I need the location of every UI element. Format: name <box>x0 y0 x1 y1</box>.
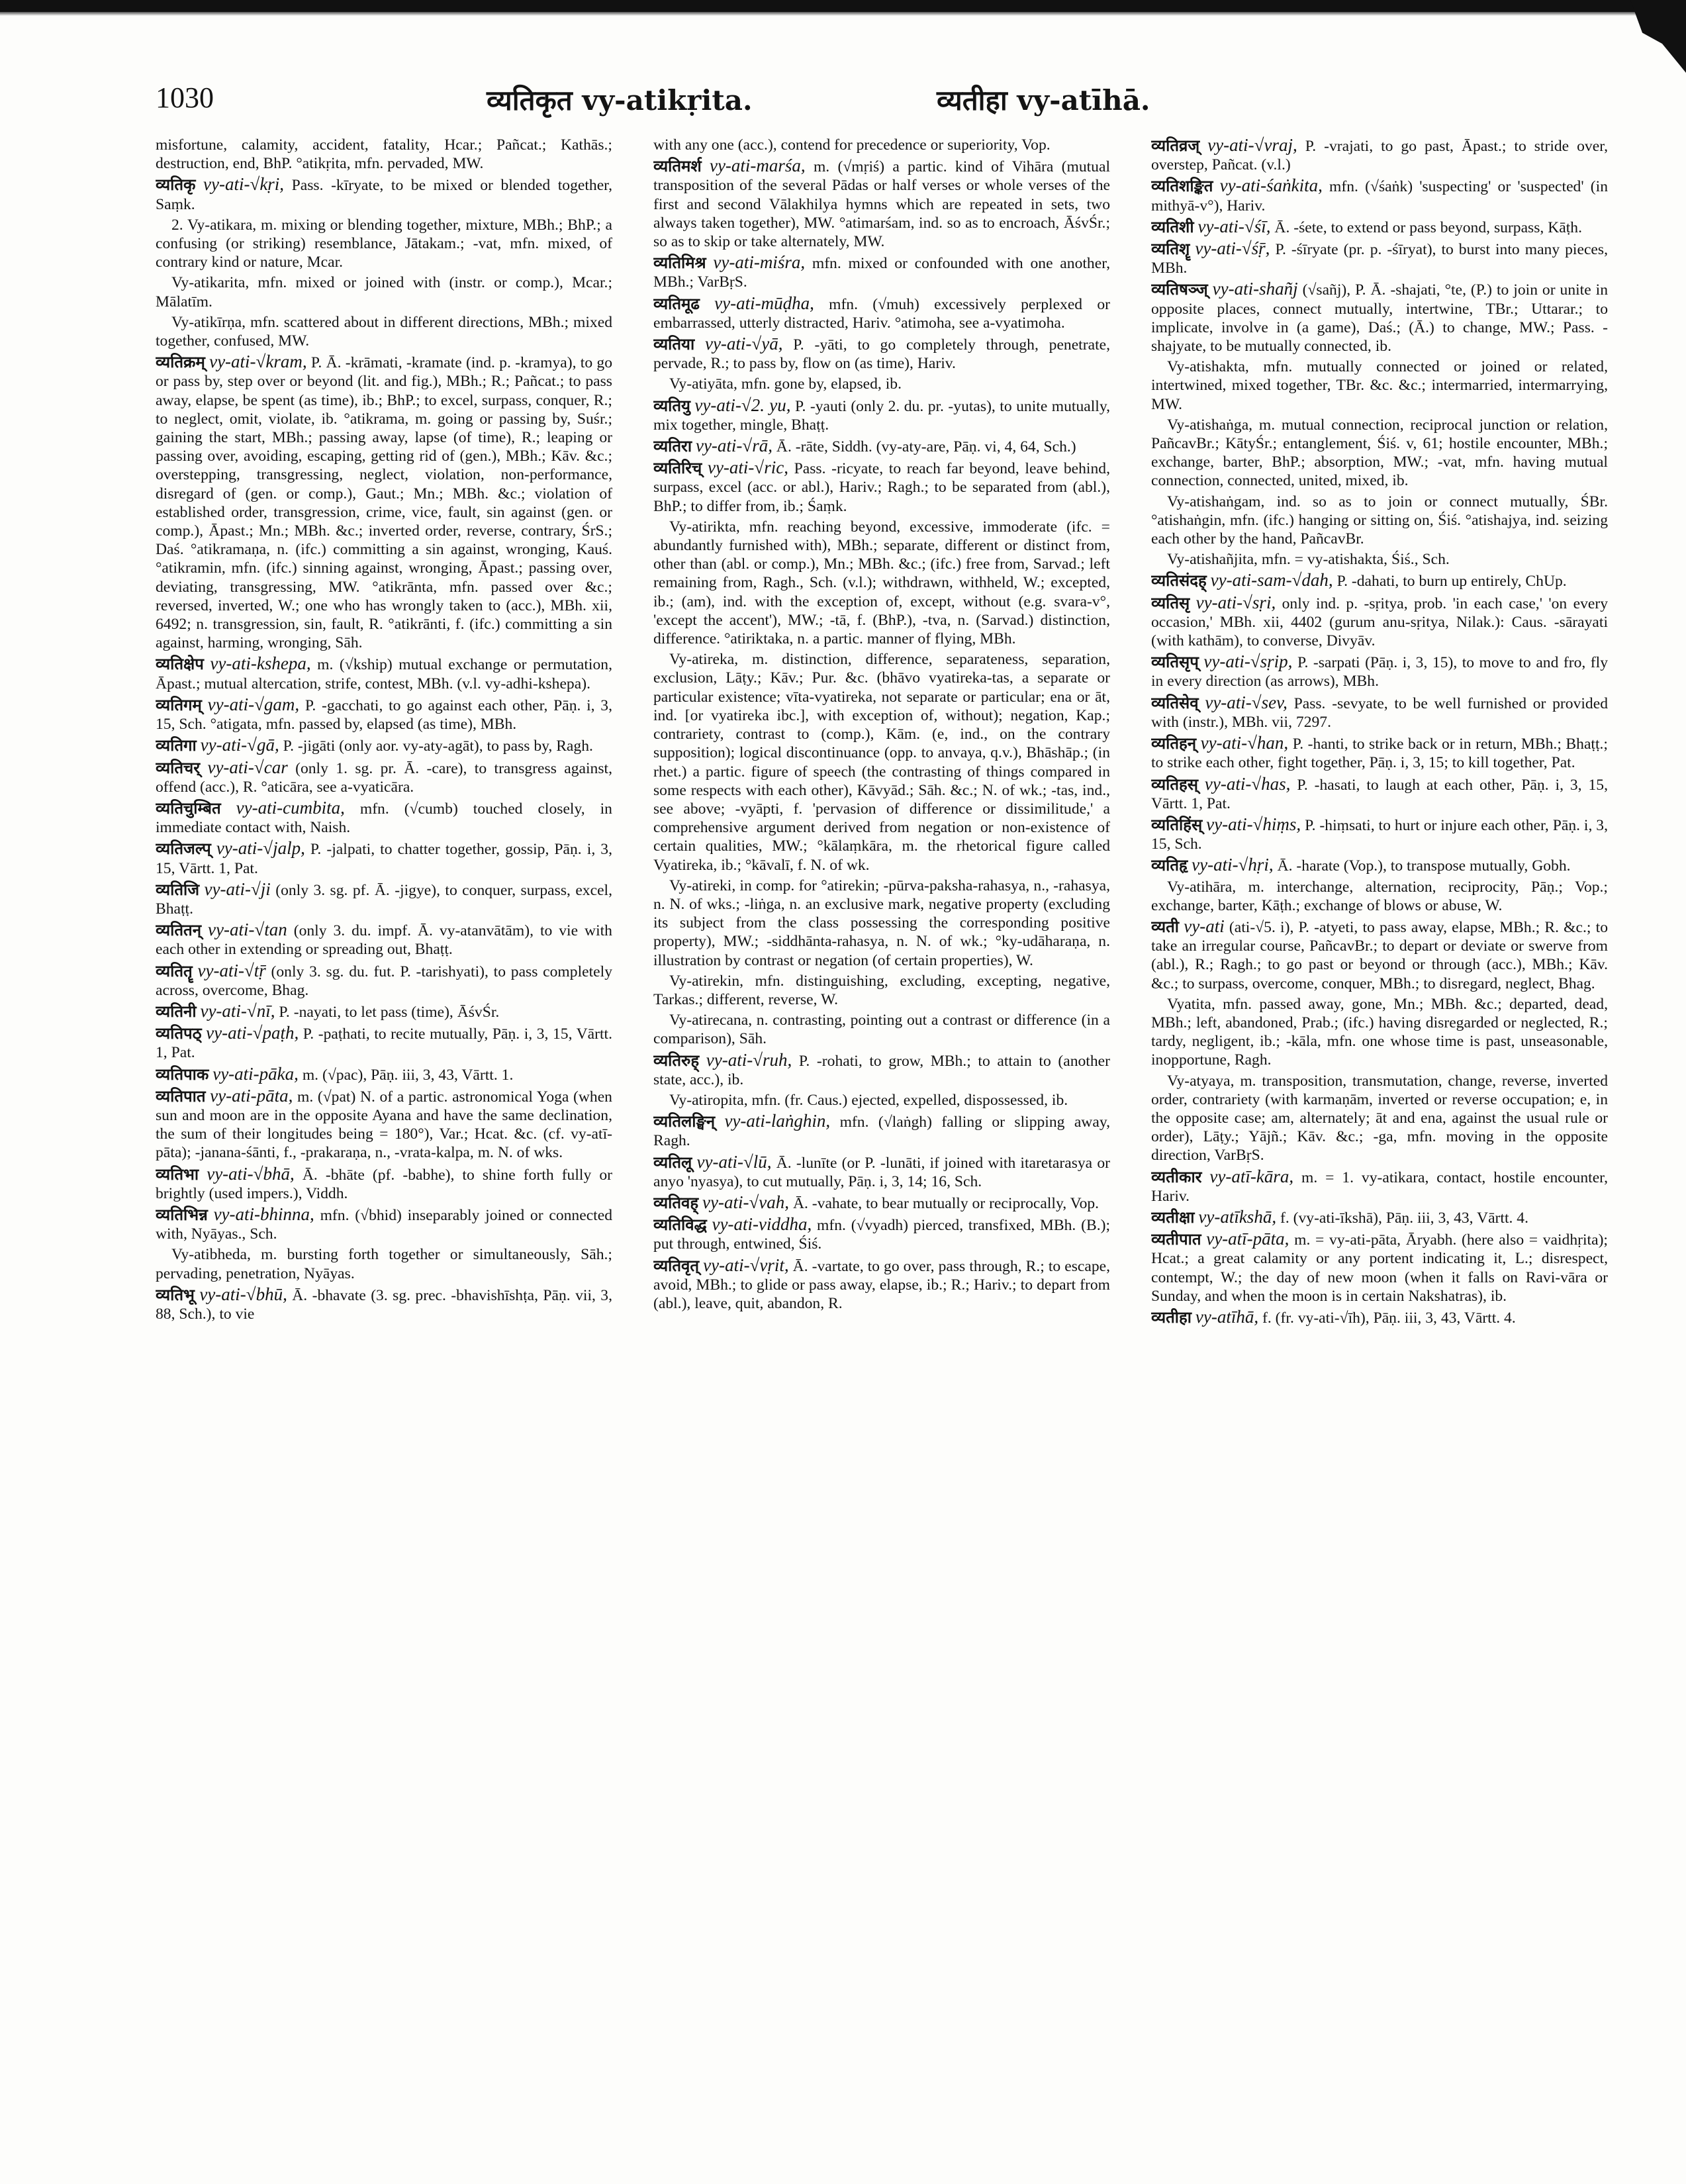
headword-devanagari: व्यतिलङ्घिन् <box>653 1112 716 1131</box>
headword-devanagari: व्यतिशी <box>1151 217 1194 236</box>
entry-definition: Pass. -kīryate, to be mixed or blended together, Saṃk. <box>156 177 612 213</box>
headword-transliteration: vy-ati-√han, <box>1200 733 1289 753</box>
dictionary-entry <box>1151 1307 1608 1327</box>
headword-devanagari: व्यतिगम् <box>156 695 202 714</box>
dictionary-entry <box>156 175 612 213</box>
headword-devanagari: व्यतिमिश्र <box>653 254 706 273</box>
dictionary-entry <box>156 1245 612 1282</box>
dictionary-entry <box>156 1164 612 1203</box>
headword-devanagari: व्यतिया <box>653 335 695 354</box>
dictionary-entry <box>1151 1229 1608 1306</box>
dictionary-entry <box>653 1112 1110 1150</box>
headword-devanagari: व्यतिजल्प् <box>156 839 211 859</box>
dictionary-entry <box>653 253 1110 291</box>
entry-definition: mfn. (√muh) excessively perplexed or embarrassed, utterly distracted, Hariv. °atimoha, see a-vyatimoha. <box>653 295 1110 332</box>
dictionary-entry <box>156 758 612 796</box>
left-guide-word: व्यतिकृत vy-atikṛita. <box>487 84 753 117</box>
dictionary-entry <box>1151 878 1608 915</box>
dictionary-entry <box>653 334 1110 373</box>
headword-transliteration: vy-ati-√śṝ, <box>1195 238 1270 259</box>
entry-definition: Ā. -lunīte (or P. -lunāti, if joined with itaretarasya or anyo 'nyasya), to cut mutually, Pāṇ. i, 3, 14; 16, Sch. <box>653 1154 1110 1190</box>
headword-devanagari: व्यतिमूढ <box>653 294 700 313</box>
dictionary-entry <box>653 972 1110 1009</box>
dictionary-entry <box>653 1193 1110 1213</box>
dictionary-entry <box>156 1002 612 1021</box>
column-2 <box>653 136 1110 2161</box>
entry-definition: P. Ā. -krāmati, -kramate (ind. p. -kramya), to go or pass by, step over or beyond (lit. and fig.), MBh.; R.; Pañcat.; to pass away, elapse, be spent (as time), ib.; BhP.; to excel, surpass, conquer, R.; to neglect, omit, violate, ib. °atikrama, m. going or passing by, Suśr.; gaining the start, MBh.; passing away, lapse (of time), R.; leaping or passing over, avoiding, escaping, getting rid of (gen.), MBh.; Kāv. &c.; overstepping, transgressing, neglect, violation, non-performance, disregard of (gen. or comp.), Gaut.; Mn.; MBh. &c.; violation of established order, transgression, crime, vice, fault, sin against (gen. or comp.), Āpast.; Mn.; MBh. &c.; inverted order, reverse, contrary, ŚrS.; Daś. °atikramaṇa, n. (ifc.) committing a sin against, wronging, Kauś. °atikramin, mfn. (ifc.) sinning against, wronging, Āpast.; passing over, deviating, transgressing, MW. °atikrānta, mfn. passed over &c.; reversed, inverted, W.; one who has wrongly taken to (acc.), MBh. xii, 6492; n. transgression, sin, fault, R. °atikrānti, f. (ifc.) committing a sin against, harming, wronging, Sāh. <box>156 354 612 652</box>
entry-definition: P. -nayati, to let pass (time), ĀśvŚr. <box>279 1003 500 1021</box>
entry-definition: P. -paṭhati, to recite mutually, Pāṇ. i, 3, 15, Vārtt. 1, Pat. <box>156 1025 612 1062</box>
dictionary-entry <box>653 375 1110 393</box>
headword-devanagari: व्यतिजि <box>156 880 200 899</box>
dictionary-entry <box>156 313 612 350</box>
dictionary-entry <box>653 1256 1110 1313</box>
dictionary-entry <box>156 136 612 173</box>
headword-devanagari: व्यतिरा <box>653 437 692 456</box>
dictionary-entry <box>1151 775 1608 813</box>
entry-definition: f. (fr. vy-ati-√īh), Pāṇ. iii, 3, 43, Vārtt. 4. <box>1262 1309 1516 1327</box>
entry-definition: P. -sarpati (Pāṇ. i, 3, 15), to move to and fro, fly in every direction (as arrows), MBh. <box>1151 654 1608 690</box>
headword-transliteration: vy-ati-√ruh, <box>706 1049 792 1070</box>
dictionary-entry <box>1151 239 1608 277</box>
entry-definition: Vy-atiyāta, mfn. gone by, elapsed, ib. <box>669 375 902 393</box>
dictionary-entry <box>1151 279 1608 356</box>
entry-definition: Vy-atishaṅgam, ind. so as to join or connect mutually, ŚBr. °atishaṅgin, mfn. (ifc.) hanging or sitting on, Śiś. °atishajya, ind. seizing each other by the hand, PañcavBr. <box>1151 493 1608 548</box>
headword-devanagari: व्यतिगा <box>156 736 197 755</box>
entry-definition: Ā. -vahate, to bear mutually or reciprocally, Vop. <box>792 1194 1100 1212</box>
entry-definition: mfn. (√laṅgh) falling or slipping away, Ragh. <box>653 1114 1110 1150</box>
entry-definition: misfortune, calamity, accident, fatality, Hcar.; Pañcat.; Kathās.; destruction, end, BhP. °atikṛita, mfn. pervaded, MW. <box>156 136 612 173</box>
entry-definition: P. -dahati, to burn up entirely, ChUp. <box>1336 573 1567 591</box>
headword-devanagari: व्यतिकृ <box>156 175 196 195</box>
dictionary-entry <box>1151 550 1608 569</box>
entry-definition: Vy-atireka, m. distinction, difference, separateness, separation, exclusion, Lāṭy.; Kāv.; Pur. &c. (bhāvo vyatireka-tas, a separate or particular existence; vīta-vyatireka, not separate or particular; ena or āt, ind. [or vyatireka ibc.], with exception of, without); negation, Kap.; contrariety, contrast to (comp.), Kām. (e, ind., on the contrary supposition); logical discontinuance (opp. to anvaya, q.v.), Bhāshāp.; (in rhet.) a partic. figure of speech (the contrasting of things compared in some respects with each other), Kāvyād.; Sāh. &c.; N. of wk.; -tas, ind., see above; -vyāpti, f. 'pervasion of difference or dissimilitude,' a comprehensive argument derived from negation or non-existence of certain qualities, MW.; °kālaṃkāra, m. the rhetorical figure called Vyatireka, ib.; °kāvalī, f. N. of wk. <box>653 651 1110 874</box>
entry-definition: m. (√mṛiś) a partic. kind of Vihāra (mutual transposition of the several Pādas or half verses or whole verses of the first and second Vālakhilya hymns which are repeated in sets, two always taken together), MW. °atimarśam, ind. so as to encroach, ĀśvŚr.; so as to skip or take alternately, MW. <box>653 158 1110 251</box>
dictionary-entry <box>156 216 612 272</box>
entry-definition: Vy-atiropita, mfn. (fr. Caus.) ejected, expelled, dispossessed, ib. <box>669 1091 1068 1109</box>
entry-definition: P. -jigāti (only aor. vy-aty-agāt), to pass by, Ragh. <box>283 737 593 755</box>
entry-definition: (√sañj), P. Ā. -shajati, °te, (P.) to join or unite in opposite places, connect mutually, intertwine, TBr.; Uttarar.; to implicate, involve in (a game), Daś.; (Ā.) to change, MW.; Pass. -shajyate, to be mutually connected, ib. <box>1151 281 1608 356</box>
dictionary-entry <box>156 1023 612 1062</box>
dictionary-entry <box>653 650 1110 874</box>
headword-transliteration: vy-ati-√car <box>207 757 288 777</box>
dictionary-entry <box>653 1153 1110 1191</box>
entry-definition: mfn. mixed or confounded with one another, MBh.; VarBṛS. <box>653 255 1110 291</box>
headword-transliteration: vy-ati-√gam, <box>207 694 300 714</box>
headword-devanagari: व्यतिपात <box>156 1086 206 1106</box>
entry-definition: m. (√pac), Pāṇ. iii, 3, 43, Vārtt. 1. <box>302 1066 514 1084</box>
entry-definition: P. -rohati, to grow, MBh.; to attain to (another state, acc.), ib. <box>653 1052 1110 1088</box>
dictionary-entry <box>156 920 612 959</box>
entry-definition: P. -yāti, to go completely through, penetrate, pervade, R.; to pass by, flow on (as time), Hariv. <box>653 336 1110 373</box>
entry-definition: Pass. -sevyate, to be well furnished or provided with (instr.), MBh. vii, 7297. <box>1151 694 1608 731</box>
dictionary-entry <box>1151 995 1608 1070</box>
column-1 <box>156 136 612 2161</box>
entry-definition: Vy-atishañjita, mfn. = vy-atishakta, Śiś., Sch. <box>1167 551 1450 569</box>
headword-transliteration: vy-ati <box>1184 916 1225 936</box>
entry-definition: Ā. -bhavate (3. sg. prec. -bhavishīshṭa, Pāṇ. vii, 3, 88, Sch.), to vie <box>156 1286 612 1323</box>
headword-devanagari: व्यतिहस् <box>1151 775 1198 794</box>
headword-devanagari: व्यतिसेव् <box>1151 693 1199 712</box>
entry-definition: Ā. -vartate, to go over, pass through, R.; to escape, avoid, MBh.; to glide or pass away, elapse, ib.; R.; Hariv.; to depart from (abl.), leave, quit, abandon, R. <box>653 1257 1110 1312</box>
headword-devanagari: व्यतिमर्श <box>653 157 702 176</box>
dictionary-entry <box>653 518 1110 648</box>
headword-transliteration: vy-ati-bhinna, <box>213 1204 314 1224</box>
headword-transliteration: vy-ati-√sṛi, <box>1195 592 1276 612</box>
headword-transliteration: vy-ati-√sev, <box>1205 692 1288 712</box>
headword-devanagari: व्यतिसंदह् <box>1151 571 1207 591</box>
headword-devanagari: व्यतिसृ <box>1151 593 1190 612</box>
entry-definition: P. -gacchati, to go against each other, Pāṇ. i, 3, 15, Sch. °atigata, mfn. passed by, elapsed (as time), MBh. <box>156 696 612 734</box>
dictionary-entry <box>653 1215 1110 1253</box>
dictionary-entry <box>156 273 612 310</box>
dictionary-entry <box>156 1285 612 1323</box>
headword-transliteration: vy-ati-√rā, <box>695 436 773 456</box>
entry-definition: P. -śīryate (pr. p. -śīryat), to burst into many pieces, MBh. <box>1151 241 1608 277</box>
headword-transliteration: vy-ati-√hṛi, <box>1192 855 1274 875</box>
headword-transliteration: vy-ati-√ji <box>204 878 271 899</box>
entry-definition: Vy-atikīrṇa, mfn. scattered about in different directions, MBh.; mixed together, confused, MW. <box>156 313 612 350</box>
headword-devanagari: व्यतिलू <box>653 1153 692 1172</box>
headword-transliteration: vy-ati-√ric, <box>707 457 788 478</box>
headword-transliteration: vy-ati-√tṝ <box>197 960 266 980</box>
headword-devanagari: व्यतिहृ <box>1151 856 1188 875</box>
entry-definition: P. -vrajati, to go past, Āpast.; to stride over, overstep, Pañcat. (v.l.) <box>1151 138 1608 174</box>
entry-definition: 2. Vy-atikara, m. mixing or blending together, mixture, MBh.; BhP.; a confusing (or striking) resemblance, Jātakam.; -vat, mfn. mixed, of contrary kind or nature, Mcar. <box>156 216 612 271</box>
entry-definition: only ind. p. -sṛitya, prob. 'in each case,' 'on every occasion,' MBh. xii, 4402 (gurum anu-sṛitya, Nilak.): Caus. -sārayati (with kathām), to converse, Divyāv. <box>1151 594 1608 650</box>
dictionary-entry <box>653 156 1110 251</box>
headword-devanagari: व्यतिभा <box>156 1164 199 1184</box>
entry-definition: Pass. -ricyate, to reach far beyond, leave behind, surpass, excel (acc. or abl.), Hariv.; Ragh.; to be separated from (abl.), BhP.; to differ from, ib.; Śaṃk. <box>653 460 1110 515</box>
page-header <box>156 81 1618 127</box>
headword-devanagari: व्यतिहन् <box>1151 734 1197 753</box>
headword-devanagari: व्यतिभू <box>156 1285 195 1304</box>
headword-transliteration: vy-ati-mūḍha, <box>714 293 814 313</box>
dictionary-entry <box>156 1205 612 1243</box>
headword-devanagari: व्यतितन् <box>156 921 202 940</box>
headword-transliteration: vy-ati-√vah, <box>702 1192 790 1212</box>
headword-devanagari: व्यतितॄ <box>156 961 193 980</box>
headword-transliteration: vy-ati-√gā, <box>200 735 279 755</box>
headword-devanagari: व्यतिचुम्बित <box>156 798 221 818</box>
dictionary-entry <box>653 136 1110 154</box>
entry-definition: P. -hiṃsati, to hurt or injure each other, Pāṇ. i, 3, 15, Sch. <box>1151 816 1608 853</box>
dictionary-entry <box>1151 136 1608 174</box>
entry-definition: Vy-atirekin, mfn. distinguishing, excluding, excepting, negative, Tarkas.; different, reverse, W. <box>653 972 1110 1008</box>
dictionary-entry <box>1151 652 1608 690</box>
dictionary-entry <box>1151 855 1608 875</box>
entry-definition: Vy-atireki, in comp. for °atirekin; -pūrva-paksha-rahasya, n., -rahasya, n. N. of wks.; -liṅga, n. an exclusive mark, negative property (excluding its subject from the class possessing the corresponding positive property), MW.; -siddhānta-rahasya, n. N. of wk.; °ky-udāharaṇa, n. illustration by contrast or negation (of certain properties), W. <box>653 877 1110 969</box>
dictionary-entry <box>1151 176 1608 214</box>
headword-transliteration: vy-ati-√bhū, <box>199 1284 287 1304</box>
right-guide-word: व्यतीहा vy-atīhā. <box>937 84 1150 117</box>
headword-devanagari: व्यतिविद्ध <box>653 1215 707 1235</box>
headword-transliteration: vy-ati-√hiṃs, <box>1206 814 1301 834</box>
entry-definition: m. = 1. vy-atikara, contact, hostile encounter, Hariv. <box>1151 1168 1608 1205</box>
dictionary-entry <box>156 798 612 837</box>
dictionary-entry <box>156 880 612 918</box>
dictionary-entry <box>1151 693 1608 732</box>
dictionary-entry <box>653 877 1110 970</box>
dictionary-entry <box>156 695 612 734</box>
headword-devanagari: व्यतिपठ् <box>156 1024 202 1043</box>
headword-devanagari: व्यतिनी <box>156 1002 197 1021</box>
entry-definition: Ā. -śete, to extend or pass beyond, surpass, Kāṭh. <box>1274 218 1582 236</box>
scan-top-edge <box>0 0 1686 12</box>
headword-devanagari: व्यतिरिच् <box>653 459 702 478</box>
dictionary-entry <box>156 736 612 755</box>
headword-transliteration: vy-ati-√lū, <box>696 1151 772 1172</box>
entry-definition: m. = vy-ati-pāta, Āryabh. (here also = vaidhṛita); Hcat.; a great calamity or any portent indicating it, L.; disrespect, contempt, W.; the day of new moon (when it falls on Ravi-vāra or Sunday, and when the moon is in certain Nakshatras), ib. <box>1151 1231 1608 1305</box>
headword-devanagari: व्यतिवह् <box>653 1193 699 1212</box>
headword-devanagari: व्यतीक्षा <box>1151 1208 1195 1227</box>
entry-definition: (only 3. sg. du. fut. P. -tarishyati), to pass completely across, overcome, Bhag. <box>156 963 612 999</box>
dictionary-entry <box>156 654 612 692</box>
dictionary-entry <box>1151 357 1608 414</box>
headword-transliteration: vy-ati-shañj <box>1212 279 1298 299</box>
dictionary-entry <box>653 1011 1110 1048</box>
entry-definition: Vy-atyaya, m. transposition, transmutation, change, reverse, inverted order, contrariety (with karmaṇām, inverted or reverse occupation; e, in the opposite case; am, alternately; āt and ena, against the usual rule or order), Lāṭy.; Yājñ.; Kāv. &c.; -ga, mfn. moving in the opposite direction, VarBṛS. <box>1151 1072 1608 1164</box>
headword-transliteration: vy-ati-√vraj, <box>1207 136 1297 155</box>
headword-transliteration: vy-atī-kāra, <box>1209 1166 1294 1186</box>
headword-devanagari: व्यतिभिन्न <box>156 1205 208 1224</box>
dictionary-entry <box>1151 1072 1608 1165</box>
dictionary-entry <box>1151 571 1608 591</box>
headword-transliteration: vy-ati-√2. yu, <box>694 395 791 415</box>
headword-devanagari: व्यतिचर् <box>156 758 201 777</box>
headword-transliteration: vy-ati-√kram, <box>209 352 307 372</box>
headword-devanagari: व्यतिक्षेप <box>156 655 204 674</box>
entry-definition: f. (vy-ati-īkshā), Pāṇ. iii, 3, 43, Vārtt. 4. <box>1280 1209 1529 1227</box>
headword-transliteration: vy-ati-pāta, <box>210 1085 293 1106</box>
scan-top-shadow <box>0 12 1686 16</box>
headword-devanagari: व्यतिसृप् <box>1151 653 1199 672</box>
headword-devanagari: व्यतीकार <box>1151 1167 1202 1186</box>
headword-transliteration: vy-ati-viddha, <box>712 1214 812 1235</box>
dictionary-entry <box>1151 493 1608 549</box>
dictionary-entry <box>1151 416 1608 491</box>
headword-devanagari: व्यतिशॄ <box>1151 240 1190 259</box>
entry-definition: Vy-atirecana, n. contrasting, pointing out a contrast or difference (in a comparison), Sāh. <box>653 1012 1110 1048</box>
dictionary-entry <box>1151 1167 1608 1206</box>
dictionary-entry <box>156 1065 612 1084</box>
dictionary-entry <box>1151 593 1608 651</box>
headword-transliteration: vy-ati-miśra, <box>713 252 806 273</box>
column-3 <box>1151 136 1608 2161</box>
headword-devanagari: व्यतीहा <box>1151 1307 1192 1327</box>
headword-devanagari: व्यतिषञ्ज् <box>1151 280 1208 299</box>
headword-transliteration: vy-ati-√paṭh, <box>206 1023 299 1043</box>
headword-devanagari: व्यतिव्रज् <box>1151 136 1200 155</box>
headword-transliteration: vy-ati-√vṛit, <box>703 1255 789 1275</box>
entry-definition: mfn. (√śaṅk) 'suspecting' or 'suspected' (in mithyā-v°), Hariv. <box>1151 178 1608 214</box>
dictionary-entry <box>1151 917 1608 993</box>
entry-definition: mfn. (√vyadh) pierced, transfixed, MBh. (B.); put through, entwined, Śiś. <box>653 1217 1110 1253</box>
headword-transliteration: vy-ati-sam-√dah, <box>1210 570 1333 591</box>
dictionary-entry <box>653 294 1110 332</box>
dictionary-entry <box>653 1051 1110 1089</box>
headword-transliteration: vy-ati-√yā, <box>704 334 783 354</box>
dictionary-columns <box>156 136 1618 2161</box>
entry-definition: with any one (acc.), contend for precedence or superiority, Vop. <box>653 136 1051 154</box>
headword-transliteration: vy-ati-√sṛip, <box>1203 651 1293 672</box>
headword-transliteration: vy-ati-marśa, <box>709 156 806 176</box>
headword-transliteration: vy-ati-√nī, <box>200 1000 275 1021</box>
headword-transliteration: vy-atīkshā, <box>1198 1206 1277 1227</box>
headword-transliteration: vy-ati-√śī, <box>1197 216 1271 236</box>
entry-definition: P. -hanti, to strike back or in return, MBh.; Bhaṭṭ.; to strike each other, fight together, Pāṇ. i, 3, 15; to kill together, Pat. <box>1151 736 1608 772</box>
entry-definition: Vy-atihāra, m. interchange, alternation, reciprocity, Pāṇ.; Vop.; exchange, barter, Kāṭh.; exchange of blows or abuse, W. <box>1151 878 1608 914</box>
entry-definition: (only 1. sg. pr. Ā. -care), to transgress against, offend (acc.), R. °aticāra, see a-vyaticāra. <box>156 759 612 796</box>
dictionary-entry <box>1151 815 1608 853</box>
entry-definition: P. -yauti (only 2. du. pr. -yutas), to unite mutually, mix together, mingle, Bhaṭṭ. <box>653 397 1110 434</box>
entry-definition: (only 3. sg. pf. Ā. -jigye), to conquer, surpass, excel, Bhaṭṭ. <box>156 881 612 918</box>
headword-transliteration: vy-ati-√tan <box>207 920 287 940</box>
entry-definition: Ā. -rāte, Siddh. (vy-aty-are, Pāṇ. vi, 4, 64, Sch.) <box>776 438 1076 456</box>
headword-transliteration: vy-ati-śaṅkita, <box>1219 175 1323 196</box>
headword-devanagari: व्यतिवृत् <box>653 1256 700 1275</box>
dictionary-entry <box>653 396 1110 434</box>
entry-definition: Vyatita, mfn. passed away, gone, Mn.; MBh. &c.; departed, dead, MBh.; left, abandoned, Prab.; (ifc.) having disregarded or neglected, R.; tardy, negligent, ib.; -kāla, mfn. one whose time is past, unseasonable, inopportune, Ragh. <box>1151 995 1608 1069</box>
headword-devanagari: व्यतिहिंस् <box>1151 815 1203 834</box>
headword-devanagari: व्यतिरुह् <box>653 1051 700 1070</box>
dictionary-entry <box>1151 217 1608 237</box>
entry-definition: P. -jalpati, to chatter together, gossip, Pāṇ. i, 3, 15, Vārtt. 1, Pat. <box>156 841 612 877</box>
headword-transliteration: vy-ati-√jalp, <box>216 838 305 859</box>
headword-transliteration: vy-ati-cumbita, <box>236 797 345 818</box>
headword-devanagari: व्यतिपाक <box>156 1065 209 1084</box>
entry-definition: Vy-atishakta, mfn. mutually connected or joined or related, intertwined, mixed together, TBr. &c. &c.; intermarried, intermarrying, MW. <box>1151 358 1608 413</box>
dictionary-entry <box>653 1091 1110 1110</box>
entry-definition: (only 3. du. impf. Ā. vy-atanvātām), to vie with each other in extending or spreading out, Bhaṭṭ. <box>156 922 612 959</box>
headword-transliteration: vy-atī-pāta, <box>1206 1229 1289 1249</box>
entry-definition: Vy-atishaṅga, m. mutual connection, reciprocal junction or relation, PañcavBr.; KātyŚr.; entanglement, Śiś. v, 61; hostile encounter, MBh.; exchange, barter, BhP.; absorption, MW.; -vat, mfn. having mutual connection, connected, united, mixed, ib. <box>1151 416 1608 490</box>
headword-transliteration: vy-ati-kshepa, <box>210 653 311 674</box>
headword-devanagari: व्यतियु <box>653 396 690 415</box>
dictionary-entry <box>653 436 1110 456</box>
entry-definition: mfn. (√bhid) inseparably joined or connected with, Nyāyas., Sch. <box>156 1206 612 1243</box>
entry-definition: Vy-atikarita, mfn. mixed or joined with (instr. or comp.), Mcar.; Mālatīm. <box>156 274 612 310</box>
headword-transliteration: vy-ati-pāka, <box>212 1063 299 1084</box>
entry-definition: Vy-atibheda, m. bursting forth together or simultaneously, Sāh.; pervading, penetration, Nyāyas. <box>156 1246 612 1282</box>
headword-devanagari: व्यतीपात <box>1151 1230 1201 1249</box>
headword-devanagari: व्यती <box>1151 917 1180 936</box>
headword-devanagari: व्यतिक्रम् <box>156 353 205 372</box>
dictionary-entry <box>156 1086 612 1163</box>
page-number: 1030 <box>156 81 214 114</box>
dictionary-entry <box>1151 1208 1608 1227</box>
headword-transliteration: vy-ati-√bhā, <box>207 1163 295 1184</box>
entry-definition: Ā. -harate (Vop.), to transpose mutually, Gobh. <box>1277 857 1571 875</box>
entry-definition: m. (√pat) N. of a partic. astronomical Yoga (when sun and moon are in the opposite Ayana and have the same declination, the sum of their longitudes being = 180°), Var.; Hcat. &c. (cf. vy-atī-pāta); -janana-śānti, f., -prakaraṇa, n., -vrata-kalpa, m. N. of wks. <box>156 1088 612 1162</box>
dictionary-entry <box>156 839 612 877</box>
entry-definition: mfn. (√cumb) touched closely, in immediate contact with, Naish. <box>156 800 612 837</box>
headword-devanagari: व्यतिशङ्कित <box>1151 177 1213 196</box>
entry-definition: Vy-atirikta, mfn. reaching beyond, excessive, immoderate (ifc. = abundantly furnished with), MBh.; separate, different or distinct from, other than (abl. or comp.), Mn.; MBh. &c.; (ifc.) free from, Sarvad.; left remaining from, Ragh., Sch. (v.l.); withdrawn, withheld, W.; excepted, ib.; (am), ind. with the exception of, except, without (e.g. svara-v°, 'except the accent'), MW.; -tā, f. (BhP.), -tva, n. (Sarvad.) distinction, difference. °atiriktaka, n. a partic. manner of flying, MBh. <box>653 518 1110 648</box>
headword-transliteration: vy-atīhā, <box>1195 1306 1259 1327</box>
headword-transliteration: vy-ati-√has, <box>1204 773 1291 794</box>
headword-transliteration: vy-ati-laṅghin, <box>724 1111 831 1131</box>
entry-definition: m. (√kship) mutual exchange or permutation, Āpast.; mutual altercation, strife, contest, MBh. (v.l. vy-adhi-kshepa). <box>156 656 612 692</box>
entry-definition: P. -hasati, to laugh at each other, Pāṇ. i, 3, 15, Vārtt. 1, Pat. <box>1151 776 1608 812</box>
entry-definition: Ā. -bhāte (pf. -babhe), to shine forth fully or brightly (used impers.), Viddh. <box>156 1166 612 1202</box>
dictionary-entry <box>653 458 1110 516</box>
headword-transliteration: vy-ati-√kṛi, <box>203 174 285 195</box>
dictionary-entry <box>156 961 612 1000</box>
entry-definition: (ati-√5. i), P. -atyeti, to pass away, elapse, MBh.; R. &c.; to take an irregular course, PañcavBr.; to depart or deviate or swerve from (abl.), R.; Ragh.; to go past or beyond or through (acc.), MBh.; Kāv. &c.; to surpass, overcome, conquer, MBh.; to disregard, neglect, Bhag. <box>1151 918 1608 992</box>
dictionary-entry <box>1151 734 1608 772</box>
dictionary-entry <box>156 352 612 652</box>
